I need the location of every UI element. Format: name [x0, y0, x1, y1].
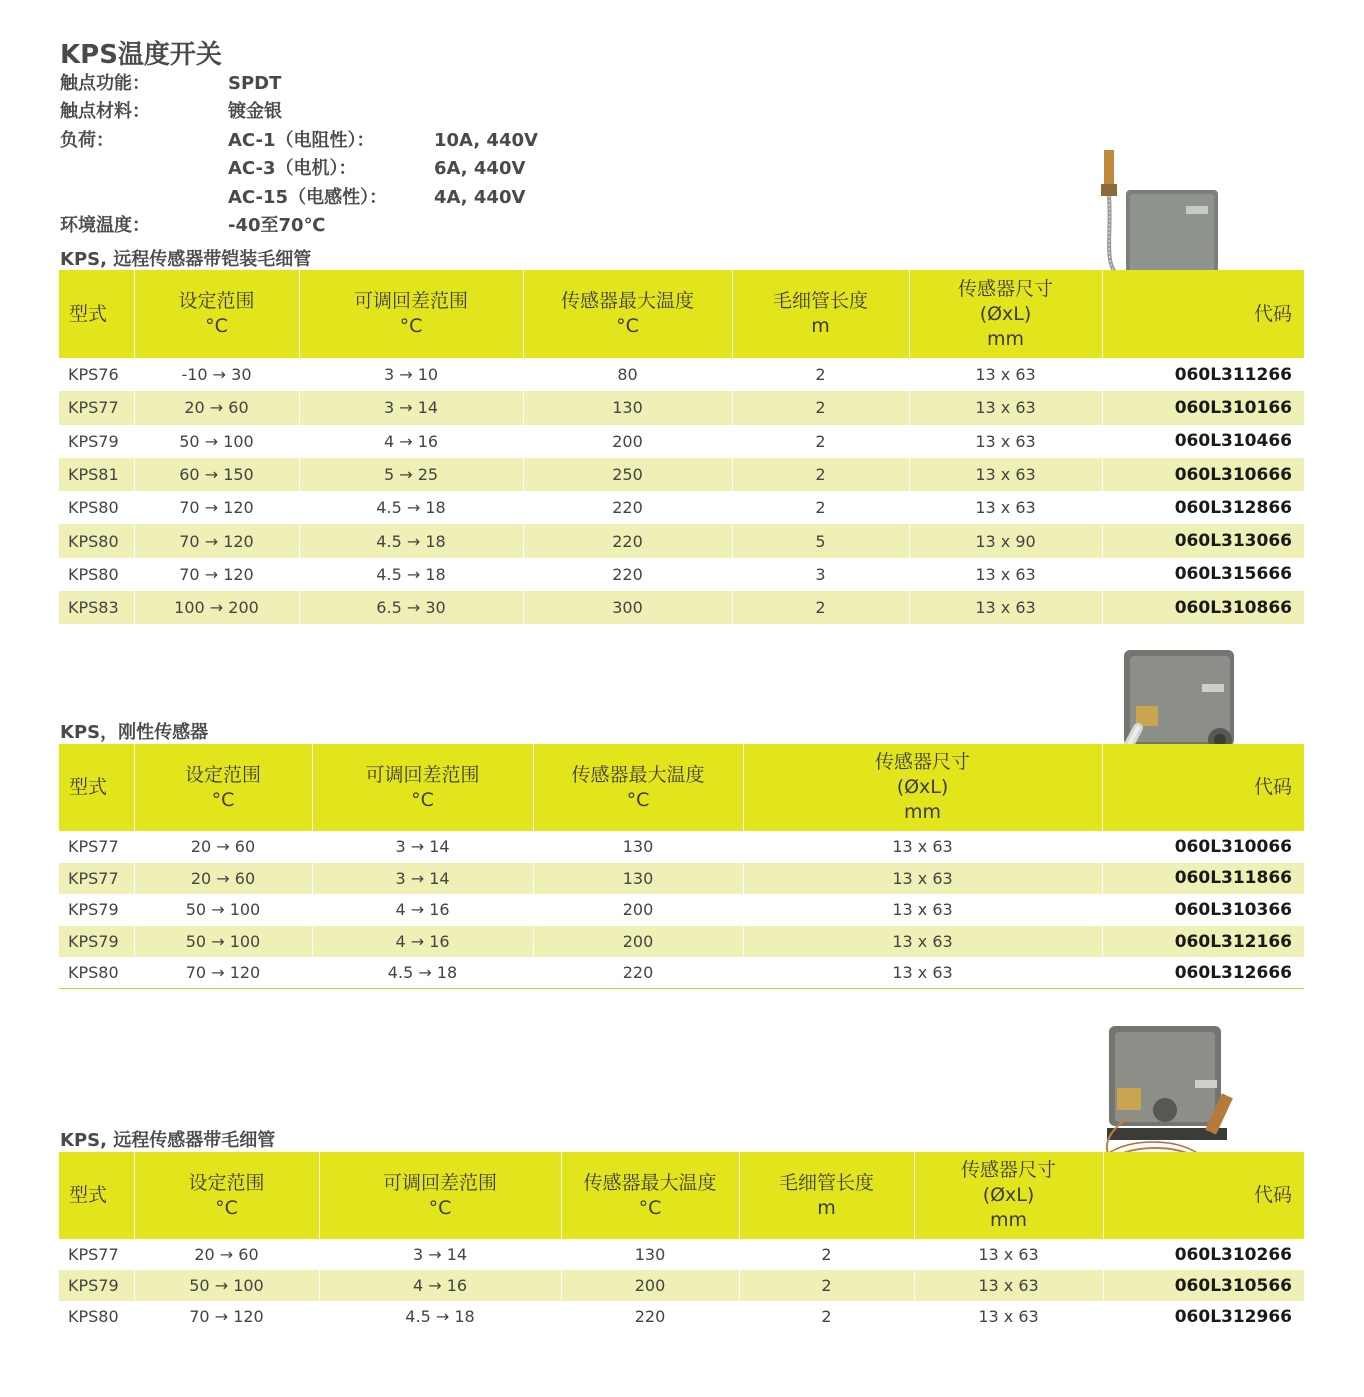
table-cell: 2: [739, 1270, 914, 1301]
table-cell: 3: [732, 558, 909, 591]
code-cell: 060L312166: [1102, 926, 1304, 958]
table-cell: KPS79: [68, 431, 119, 451]
table-cell: 50 → 100: [134, 425, 299, 458]
table-row: [59, 458, 1304, 491]
table1-header-5: 传感器尺寸 (ØxL) mm: [909, 270, 1102, 358]
table1-header-3: 传感器最大温度 °C: [523, 270, 732, 358]
table1-header-0: 型式: [59, 270, 134, 358]
table-row: [59, 1301, 1304, 1332]
table-cell: 130: [523, 391, 732, 424]
table-capillary: [59, 1152, 1304, 1332]
table-cell: 5: [732, 524, 909, 557]
table-cell: 4.5 → 18: [299, 524, 523, 557]
code-cell: 060L313066: [1102, 524, 1304, 557]
table-cell: 70 → 120: [134, 558, 299, 591]
table-row: [59, 391, 1304, 424]
table-cell: 3 → 14: [299, 391, 523, 424]
table-cell: 13 x 63: [914, 1239, 1103, 1270]
code-cell: 060L310666: [1102, 458, 1304, 491]
contact-function-value: SPDT: [228, 73, 282, 94]
table-cell: 2: [732, 358, 909, 391]
table-cell: KPS77: [59, 391, 134, 424]
table-row: [59, 863, 1304, 895]
table2-header-2: 可调回差范围 °C: [312, 744, 533, 831]
table-cell: 13 x 63: [909, 425, 1102, 458]
load-label: 负荷：: [60, 130, 114, 151]
table-cell: KPS77: [59, 863, 134, 895]
table-cell: 2: [732, 458, 909, 491]
table3-header-0: 型式: [59, 1152, 134, 1239]
table1-title: KPS, 远程传感器带铠装毛细管: [60, 249, 312, 270]
table-cell: 220: [561, 1301, 739, 1332]
table-cell: 2: [732, 591, 909, 624]
code-cell: 060L310566: [1103, 1270, 1304, 1301]
table-cell: 70 → 120: [134, 1301, 319, 1332]
table-cell: KPS80: [59, 957, 134, 989]
table-row: [59, 425, 1304, 458]
table3-header-6: 代码: [1103, 1152, 1304, 1239]
table-cell: 2: [732, 425, 909, 458]
code-cell: 060L310166: [1102, 391, 1304, 424]
table-row: [59, 1270, 1304, 1301]
table-cell: 2: [739, 1239, 914, 1270]
table-cell: KPS80: [68, 1307, 119, 1326]
table-cell: KPS81: [59, 458, 134, 491]
table-cell: 200: [533, 894, 743, 926]
table-cell: 4.5 → 18: [319, 1301, 561, 1332]
table-cell: KPS77: [68, 1245, 119, 1264]
table-cell: 4.5 → 18: [299, 558, 523, 591]
table-cell: 13 x 63: [914, 1270, 1103, 1301]
table-cell: 13 x 63: [743, 863, 1102, 895]
table-row: [59, 491, 1304, 524]
table-cell: 200: [523, 425, 732, 458]
table-cell: 20 → 60: [134, 391, 299, 424]
table-cell: 220: [523, 524, 732, 557]
table-cell: 220: [523, 558, 732, 591]
load-type-ac3: AC-3（电机）：: [228, 158, 357, 179]
table-cell: 50 → 100: [134, 1270, 319, 1301]
table-cell: 200: [561, 1270, 739, 1301]
ambient-value: -40至70℃: [228, 215, 326, 236]
table-row: [59, 1239, 1304, 1270]
table-cell: KPS79: [59, 1270, 134, 1301]
table-cell: 13 x 63: [909, 558, 1102, 591]
table-cell: 50 → 100: [134, 894, 312, 926]
table-cell: 3 → 14: [312, 831, 533, 863]
table-cell: KPS80: [68, 564, 119, 584]
table-cell: 13 x 63: [909, 491, 1102, 524]
table-cell: 220: [523, 491, 732, 524]
contact-material-value: 镀金银: [228, 101, 282, 122]
load-type-ac1: AC-1（电阻性）：: [228, 130, 375, 151]
table-row: [59, 894, 1304, 926]
table1-header-2: 可调回差范围 °C: [299, 270, 523, 358]
table-cell: 13 x 63: [743, 926, 1102, 958]
table-cell: 2: [732, 491, 909, 524]
code-cell: 060L310366: [1102, 894, 1304, 926]
load-value-ac15: 4A, 440V: [434, 187, 526, 208]
table-cell: 220: [533, 957, 743, 989]
table-armoured-capillary: [59, 270, 1304, 624]
table3-header-3: 传感器最大温度 °C: [561, 1152, 739, 1239]
table-cell: KPS79: [68, 900, 119, 920]
table2-header-4: 传感器尺寸 (ØxL) mm: [743, 744, 1102, 831]
table-cell: 70 → 120: [134, 491, 299, 524]
table-cell: 20 → 60: [134, 1239, 319, 1270]
table-cell: 3 → 14: [319, 1239, 561, 1270]
code-cell: 060L312866: [1102, 491, 1304, 524]
code-cell: 060L311266: [1102, 358, 1304, 391]
table-cell: 4 → 16: [319, 1270, 561, 1301]
load-value-ac1: 10A, 440V: [434, 130, 538, 151]
table2-header-0: 型式: [59, 744, 134, 831]
load-type-ac15: AC-15（电感性）：: [228, 187, 388, 208]
table-cell: 4.5 → 18: [299, 491, 523, 524]
table-cell: 80: [523, 358, 732, 391]
page-title: KPS温度开关: [60, 40, 222, 70]
code-cell: 060L310466: [1102, 425, 1304, 458]
table-cell: 70 → 120: [134, 957, 312, 989]
table-cell: 3 → 10: [299, 358, 523, 391]
table-row: [59, 926, 1304, 958]
load-value-ac3: 6A, 440V: [434, 158, 526, 179]
code-cell: 060L310866: [1102, 591, 1304, 624]
table-cell: 13 x 63: [914, 1301, 1103, 1332]
table1-header-4: 毛细管长度 m: [732, 270, 909, 358]
table3-header-4: 毛细管长度 m: [739, 1152, 914, 1239]
table3-header-1: 设定范围 °C: [134, 1152, 319, 1239]
table-cell: 13 x 63: [743, 957, 1102, 989]
table-cell: KPS80: [68, 498, 119, 518]
table2-title: KPS，刚性传感器: [60, 722, 209, 743]
table-cell: 130: [533, 863, 743, 895]
table-cell: 13 x 63: [909, 391, 1102, 424]
table-cell: KPS83: [59, 591, 134, 624]
table-cell: 4 → 16: [299, 425, 523, 458]
table-cell: 4.5 → 18: [312, 957, 533, 989]
ambient-label: 环境温度：: [60, 215, 150, 236]
table2-header-5: 代码: [1102, 744, 1304, 831]
table-cell: 50 → 100: [134, 926, 312, 958]
table2-header-1: 设定范围 °C: [134, 744, 312, 831]
code-cell: 060L315666: [1102, 558, 1304, 591]
table-cell: 130: [561, 1239, 739, 1270]
table-cell: 13 x 90: [909, 524, 1102, 557]
table-cell: 70 → 120: [134, 524, 299, 557]
table-cell: KPS77: [68, 837, 119, 857]
table-cell: 5 → 25: [299, 458, 523, 491]
table-cell: KPS76: [68, 365, 119, 385]
table-cell: 250: [523, 458, 732, 491]
table2-header-3: 传感器最大温度 °C: [533, 744, 743, 831]
table-cell: 13 x 63: [909, 591, 1102, 624]
contact-material-label: 触点材料：: [60, 101, 150, 122]
table-rigid-sensor: [59, 744, 1304, 989]
table1-header-1: 设定范围 °C: [134, 270, 299, 358]
table-cell: 13 x 63: [909, 458, 1102, 491]
table-row: [59, 524, 1304, 557]
code-cell: 060L312966: [1103, 1301, 1304, 1332]
table-cell: 3 → 14: [312, 863, 533, 895]
code-cell: 060L311866: [1102, 863, 1304, 895]
code-cell: 060L310266: [1103, 1239, 1304, 1270]
table-row: [59, 831, 1304, 863]
table3-header-5: 传感器尺寸 (ØxL) mm: [914, 1152, 1103, 1239]
code-cell: 060L312666: [1102, 957, 1304, 989]
table-cell: -10 → 30: [134, 358, 299, 391]
table-cell: 100 → 200: [134, 591, 299, 624]
table-cell: 4 → 16: [312, 894, 533, 926]
table3-title: KPS, 远程传感器带毛细管: [60, 1130, 276, 1151]
table-cell: 13 x 63: [743, 831, 1102, 863]
table3-header-2: 可调回差范围 °C: [319, 1152, 561, 1239]
table-cell: 20 → 60: [134, 831, 312, 863]
table-cell: 2: [739, 1301, 914, 1332]
table-cell: 60 → 150: [134, 458, 299, 491]
table-cell: 4 → 16: [312, 926, 533, 958]
table-row: [59, 591, 1304, 624]
table-row: [59, 358, 1304, 391]
table-cell: 2: [732, 391, 909, 424]
code-cell: 060L310066: [1102, 831, 1304, 863]
table-cell: 13 x 63: [909, 358, 1102, 391]
table-row: [59, 558, 1304, 591]
table-cell: 130: [533, 831, 743, 863]
table-cell: 300: [523, 591, 732, 624]
table-cell: 20 → 60: [134, 863, 312, 895]
table-cell: 200: [533, 926, 743, 958]
table-cell: 6.5 → 30: [299, 591, 523, 624]
table-row: [59, 957, 1304, 989]
contact-function-label: 触点功能：: [60, 73, 150, 94]
table-cell: KPS80: [59, 524, 134, 557]
table-cell: 13 x 63: [743, 894, 1102, 926]
table-cell: KPS79: [59, 926, 134, 958]
table1-header-6: 代码: [1102, 270, 1304, 358]
